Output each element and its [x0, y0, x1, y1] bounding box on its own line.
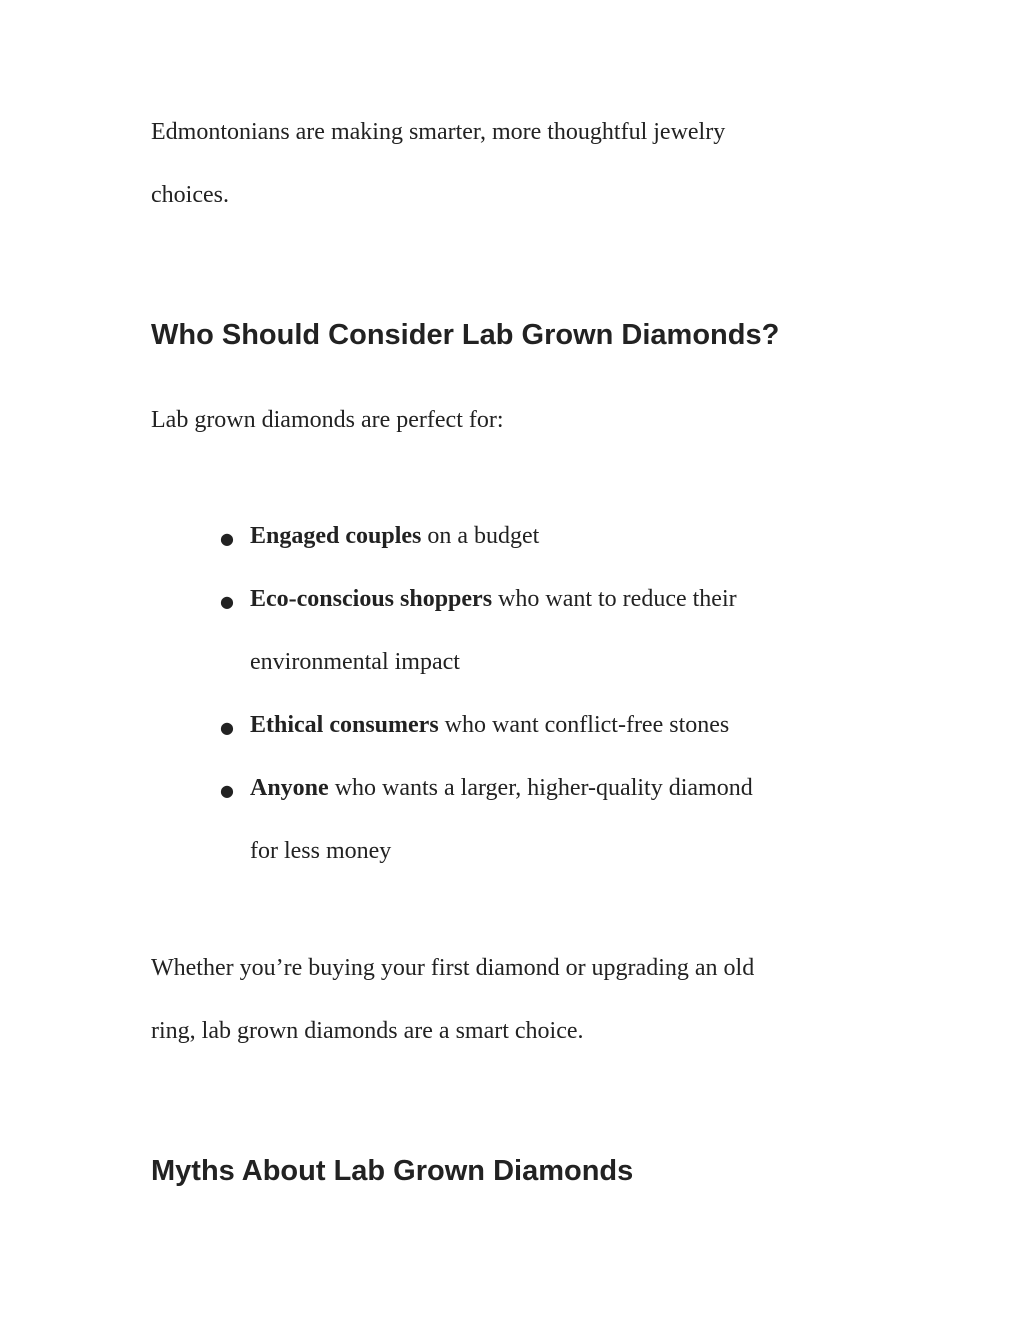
list-item-text [250, 523, 539, 550]
list-item-continuation: environmental impact [250, 649, 460, 675]
list-item-bold: Eco-conscious shoppers [250, 586, 493, 612]
bullet-icon: ● [220, 781, 234, 800]
list-item-bold: Anyone [250, 775, 329, 801]
section-heading-who-should-consider: Who Should Consider Lab Grown Diamonds? [151, 319, 780, 351]
list-item-continuation: for less money [250, 838, 392, 864]
list-item-rest: who wants a larger, higher-quality diamond [328, 775, 753, 801]
closing-paragraph-line-2: ring, lab grown diamonds are a smart choice. [151, 1018, 584, 1044]
bullet-icon: ● [220, 529, 234, 548]
list-item-bold: Engaged couples [250, 523, 422, 549]
intro-line-1: Edmontonians are making smarter, more thoughtful jewelry [151, 119, 726, 145]
section-heading-myths: Myths About Lab Grown Diamonds [151, 1155, 634, 1187]
bullet-icon: ● [220, 718, 234, 737]
intro-line-2: choices. [151, 182, 229, 208]
section-lead-paragraph: Lab grown diamonds are perfect for: [151, 407, 504, 433]
list-item-rest: who want to reduce their [492, 586, 737, 612]
list-item-text [250, 586, 737, 613]
list-item-rest: on a budget [421, 523, 540, 549]
list-item-bold: Ethical consumers [250, 712, 439, 738]
bullet-icon: ● [220, 592, 234, 611]
list-item-text [250, 712, 729, 739]
closing-paragraph-line-1: Whether you’re buying your first diamond or upgrading an old [151, 955, 755, 981]
list-item-rest: who want conflict-free stones [438, 712, 730, 738]
list-item-text [250, 775, 753, 802]
